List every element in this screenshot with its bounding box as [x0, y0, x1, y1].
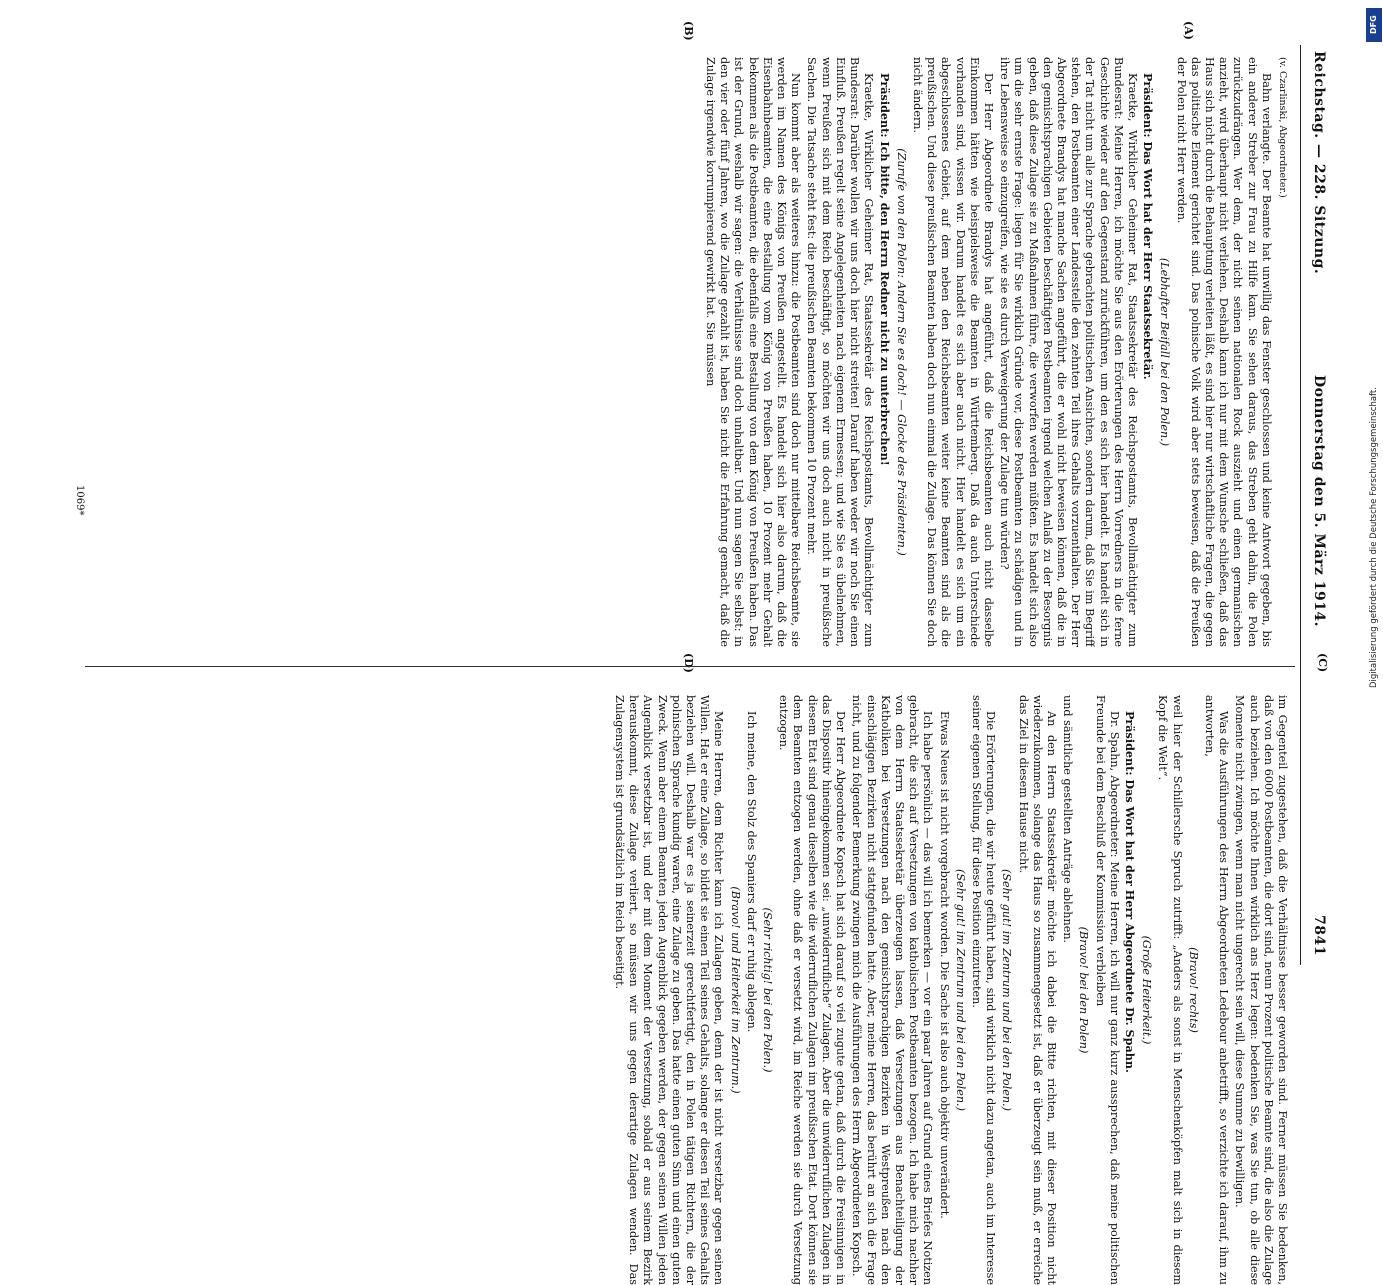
margin-marker-c: (C) — [1316, 653, 1329, 673]
paragraph: im Gegenteil zugestehen, daß die Verhältnisse besser geworden sind. Ferner müssen Sie bedenken, daß von den 6000 Postbeamten, die dort sind, neun Prozent politische Beamte sind, die also die Zulage auch beziehen. Ich möchte Ihnen wirklich ans Herz legen: bedenken Sie, was Sie tun, ob alle diese Momente nicht zwingen, wenn man nicht ungerecht sein will, diese Summe zu bewilligen. — [1233, 695, 1289, 1285]
newspaper-page — [65, 21, 1335, 1285]
interjection: (Große Heiterkeit.) — [1140, 935, 1154, 1045]
paragraph: Präsident: Ich bitte, den Herrn Redner nicht zu unterbrechen! — [877, 73, 892, 466]
paragraph: An den Herrn Staatssekretär möchte ich dabei die Bitte richten, mit dieser Position nicht wiederzukommen, solange das Haus so zusammengesetzt ist, daß er überzeugt sein muß, er erreiche das Ziel in diesem Hause nicht. — [1016, 695, 1058, 1285]
paragraph: weil hier der Schillersche Spruch zutrifft: „Anders als sonst in Menschenköpfen malt sich in diesem Kopf die Welt“. — [1156, 695, 1184, 1285]
paragraph: Präsident: Das Wort hat der Herr Staatssekretär. — [1141, 73, 1156, 380]
paragraph: Der Herr Abgeordnete Brandys hat angeführt, daß die Reichsbeamten auch nicht dasselbe Einkommen hätten wie beispielsweise die Beamten in Württemberg. Daß da auch Unterschiede vorhanden sind, wissen wir. Darum handelt es sich aber auch nicht. Hier handelt es sich um ein abgeschlossenes Gebiet, auf dem neben den Reichsbeamten weiter keine Beamten sind als die preußischen. Und diese preußischen Beamten haben doch nun einmal die Zulage. Das können Sie doch nicht ändern. — [910, 57, 995, 647]
margin-marker-d: (D) — [682, 653, 695, 673]
paragraph: Der Herr Abgeordnete Kopsch hat sich darauf so viel zugute getan, daß durch die Freisinnigen in das Dispositiv hineingekommen sei: „unwiderrufliche“ Zulagen. Aber die unwiderruflichen Zulagen in diesem Etat sind genau dieselben wie die widerruflichen Zulagen im preußischen Etat. Dort können sie dem Beamten entzogen werden, ohne daß er versetzt wird, im Reiche werden sie durch Versetzung entzogen. — [777, 695, 848, 1285]
paragraph: Kraetke, Wirklicher Geheimer Rat, Staatssekretär des Reichspostamts, Bevollmächtigter zum Bundesrat: Darüber wollen wir uns doch hier nicht streiten! Darauf haben weder wir noch Sie einen Einfluß. Preußen regelt seine Angelegenheiten nach eigenem Ermessen; und wie Sie es übelnehmen, wenn Preußen sich mit dem Reich beschäftigt, so möchten wir uns doch auch nicht in preußische Sachen. Die Tatsache steht fest: die preußischen Beamten bekommen 10 Prozent mehr. — [805, 57, 876, 647]
dfg-logo: DFG — [1366, 8, 1382, 42]
paragraph: Ich habe persönlich — das will ich bemerken — vor ein paar Jahren auf Grund eines Briefes Notizen gebracht, die sich auf Versetzungen von katholischen Postbeamten bezogen. Ich habe mich nachher von dem Herrn Staatssekretär überzeugen lassen, daß Versetzungen aus Benachteiligung der Katholiken bei Versetzungen nach den gemischtsprachigen Bezirken in Westpreußen nach den einschlägigen Bezirken nicht stattgefunden hatte. Aber, meine Herren, das berührt an sich die Frage nicht, und zu folgender Bemerkung zwingen mich die Ausführungen des Herrn Abgeordneten Kopsch. — [850, 695, 935, 1285]
interjection: (Sehr richtig! bei den Polen.) — [761, 907, 775, 1073]
paragraph: Ich meine, den Stolz des Spaniers darf er ruhig ablegen. — [744, 711, 758, 1033]
header-page-number: 7841 — [1311, 915, 1327, 956]
interjection: (Zurufe von den Polen: Andern Sie es doch! — Glocke des Präsidenten.) — [894, 148, 908, 556]
page-header — [1300, 45, 1335, 965]
interjection: (Bravo! rechts) — [1186, 947, 1200, 1033]
interjection: (Bravo! bei den Polen) — [1077, 926, 1091, 1054]
right-column — [89, 695, 1289, 1285]
margin-marker-b: (B) — [682, 21, 695, 41]
column-divider — [85, 666, 1295, 667]
paragraph: und sämtliche gestellten Anträge ablehnen. — [1061, 695, 1075, 944]
speaker-note: (v. Czarlinski, Abgeordneter.) — [1277, 57, 1288, 198]
paragraph: Etwas Neues ist nicht vorgebracht worden. Die Sache ist also auch objektiv unverändert. — [937, 711, 951, 1219]
scan-credit: Digitalisierung gefördert durch die Deutsche Forschungsgemeinschaft. — [1369, 387, 1379, 688]
paragraph: Bahn verlangte. Der Beamte hat unwillig das Fenster geschlossen und keine Antwort gegeben, bis ein anderer Streber zur Frau zu Hilfe kam. Sie sehen daraus, das Streben geht dahin, die Polen zurückzudrängen. Wer dem, der nicht seinen nationalen Rock auszieht und einen germanischen anzieht, wird überhaupt nicht verliehen. Deshalb kann ich nur mit dem Wunsche schließen, daß das Haus sich nicht durch die Behauptung verleiten läßt, es sind hier nur wirtschaftliche Fragen, die gegen das politische Element gerichtet sind. Das polnische Volk wird aber stets beweisen, daß die Preußen der Polen nicht Herr werden. — [1174, 57, 1273, 647]
header-title: Reichstag. — 228. Sitzung. — [1311, 51, 1327, 275]
left-column — [89, 57, 1289, 647]
interjection: (Sehr gut! im Zentrum und bei den Polen.) — [953, 869, 967, 1111]
interjection: (Sehr gut! im Zentrum und bei den Polen.) — [1000, 869, 1014, 1111]
footer-page-number: 1069* — [74, 485, 85, 516]
header-date: Donnerstag den 5. März 1914. — [1311, 375, 1327, 628]
paragraph: Die Erörterungen, die wir heute geführt haben, sind wirklich nicht dazu angetan, auch im Interesse seiner eigenen Stellung, für diese Position einzutreten. — [969, 695, 998, 1285]
paragraph: Dr. Spahn, Abgeordneter: Meine Herren, ich will nur ganz kurz aussprechen, daß meine politischen Freunde bei dem Beschluß der Kommission verbleiben — [1093, 695, 1121, 1285]
paragraph: Kraetke, Wirklicher Geheimer Rat, Staatssekretär des Reichspostamts, Bevollmächtigter zum Bundesrat: Meine Herren, ich möchte Sie aus den Erörterungen des Herrn Vorredners in die ferne Geschichte wieder auf den Gegenstand zurückführen, um den es sich hier handelt. Es handelt sich in der Tat nicht um alle zur Sprache gebrachten politischen Ansichten, sondern darum, daß Sie im Begriff stehen, den Postbeamten einer Landesstelle den zehnten Teil ihres Gehalts vorzuenthalten. Der Herr Abgeordnete Brandys hat manche Sachen angeführt, die er wohl nicht beweisen können, daß die in den gemischtsprachigen Gebieten beschäftigten Postbeamten irgend welchen Anlaß zu der Besorgnis geben, daß diese Zulage sie zu Maßnahmen führe, die verworfen werden müßten. Es handelt sich also um die sehr ernste Frage: liegen für Sie wirklich Gründe vor, diese Postbeamten zu schädigen und in ihre Lebensweise so einzugreifen, wie sie es durch Verweigerung der Zulage tun würden? — [998, 57, 1139, 647]
paragraph: Präsident: Das Wort hat der Herr Abgeordnete Dr. Spahn. — [1122, 711, 1137, 1073]
interjection: (Lebhafter Beifall bei den Polen.) — [1158, 257, 1172, 447]
paragraph: Meine Herren, dem Richter kann ich Zulagen geben, denn der ist nicht versetzbar gegen seinen Willen. Hat er eine Zulage, so bildet sie einen Teil seines Gehalts, solange er diesen Teil seines Gehalts beziehen will. Deshalb war es ja seinerzeit gerechtfertigt, den in Polen tätigen Richtern, die der polnischen Sprache kundig waren, eine Zulage zu geben. Das hatte einen guten Sinn und einen guten Zweck. Wenn aber einem Beamten jeden Augenblick gegeben werden, der gegen seinen Willen jeden Augenblick versetzbar ist, und der mit dem Moment der Versetzung, sobald er aus seinem Bezirk herauskommt, diese Zulage verliert, so müssen wir uns gegen derartige Zulagen wenden. Das Zulagensystem ist grundsätzlich im Reich beseitigt. — [613, 695, 726, 1285]
paragraph: Nun kommt aber als weiteres hinzu: die Postbeamten sind doch nur mittelbare Reichsbeamte, sie werden im Namen des Königs von Preußen angestellt. Es handelt sich hier also darum, daß die Eisenbahnbeamten, die eine Bestallung vom König von Preußen haben, 10 Prozent mehr Gehalt bekommen als die Postbeamten, die ebenfalls eine Bestallung von dem König von Preußen haben. Das ist der Grund, weshalb wir sagen: die Verhältnisse sind doch unhaltbar. Und nun sagen Sie selbst: in den vier oder fünf Jahren, wo die Zulage gezahlt ist, haben Sie nicht die Erfahrung gemacht, daß die Zulage irgendwie korrumpierend gewirkt hat. Sie müssen — [704, 57, 803, 647]
margin-marker-a: (A) — [1182, 21, 1195, 40]
interjection: (Bravo! und Heiterkeit im Zentrum.) — [728, 886, 742, 1094]
paragraph: Was die Ausführungen des Herrn Abgeordneten Ledebour anbetrifft, so verzichte ich darauf, ihm zu antworten, — [1202, 695, 1231, 1285]
